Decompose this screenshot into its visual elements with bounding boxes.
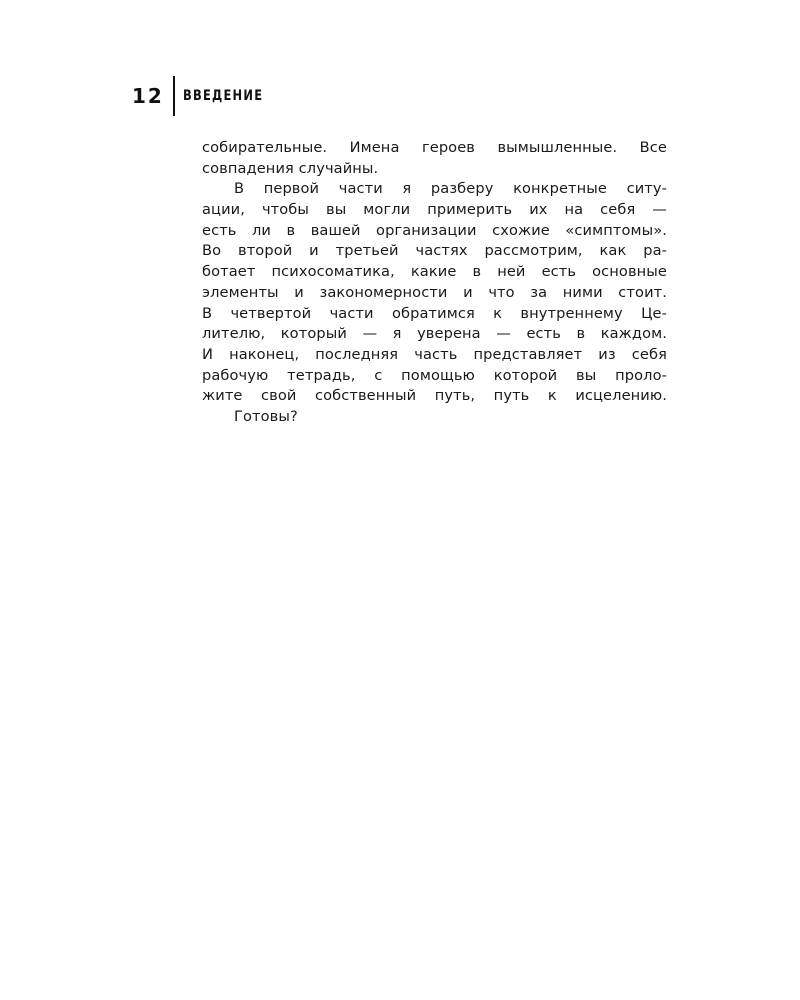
text-line: лителю, который — я уверена — есть в каждом. (202, 325, 667, 343)
text-line: рабочую тетрадь, с помощью которой вы проло- (202, 366, 667, 384)
text-line: жите свой собственный путь, путь к исцелению. (202, 387, 667, 405)
paragraph-first-line: Готовы? (234, 407, 298, 425)
text-line: ботает психосоматика, какие в ней есть основные (202, 263, 667, 281)
body-text (202, 138, 667, 428)
running-head (132, 76, 281, 116)
text-line: собирательные. Имена героев вымышленные. Все (202, 139, 667, 156)
text-line: есть ли в вашей организации схожие «симптомы». (202, 221, 667, 239)
text-line: И наконец, последняя часть представляет из себя (202, 345, 667, 363)
text-line: Во второй и третьей частях рассмотрим, как ра- (202, 242, 667, 260)
text-line: элементы и закономерности и что за ними стоит. (202, 283, 667, 301)
text-line: В четвертой части обратимся к внутреннему Це- (202, 304, 667, 322)
text-line: совпадения случайны. (202, 159, 379, 177)
header-divider (173, 76, 175, 116)
page-number: 12 (132, 84, 164, 108)
paragraph-first-line: В первой части я разберу конкретные ситу- (234, 180, 667, 198)
text-line: ации, чтобы вы могли примерить их на себя — (202, 201, 667, 219)
section-title: ВВЕДЕНИЕ (182, 88, 264, 104)
